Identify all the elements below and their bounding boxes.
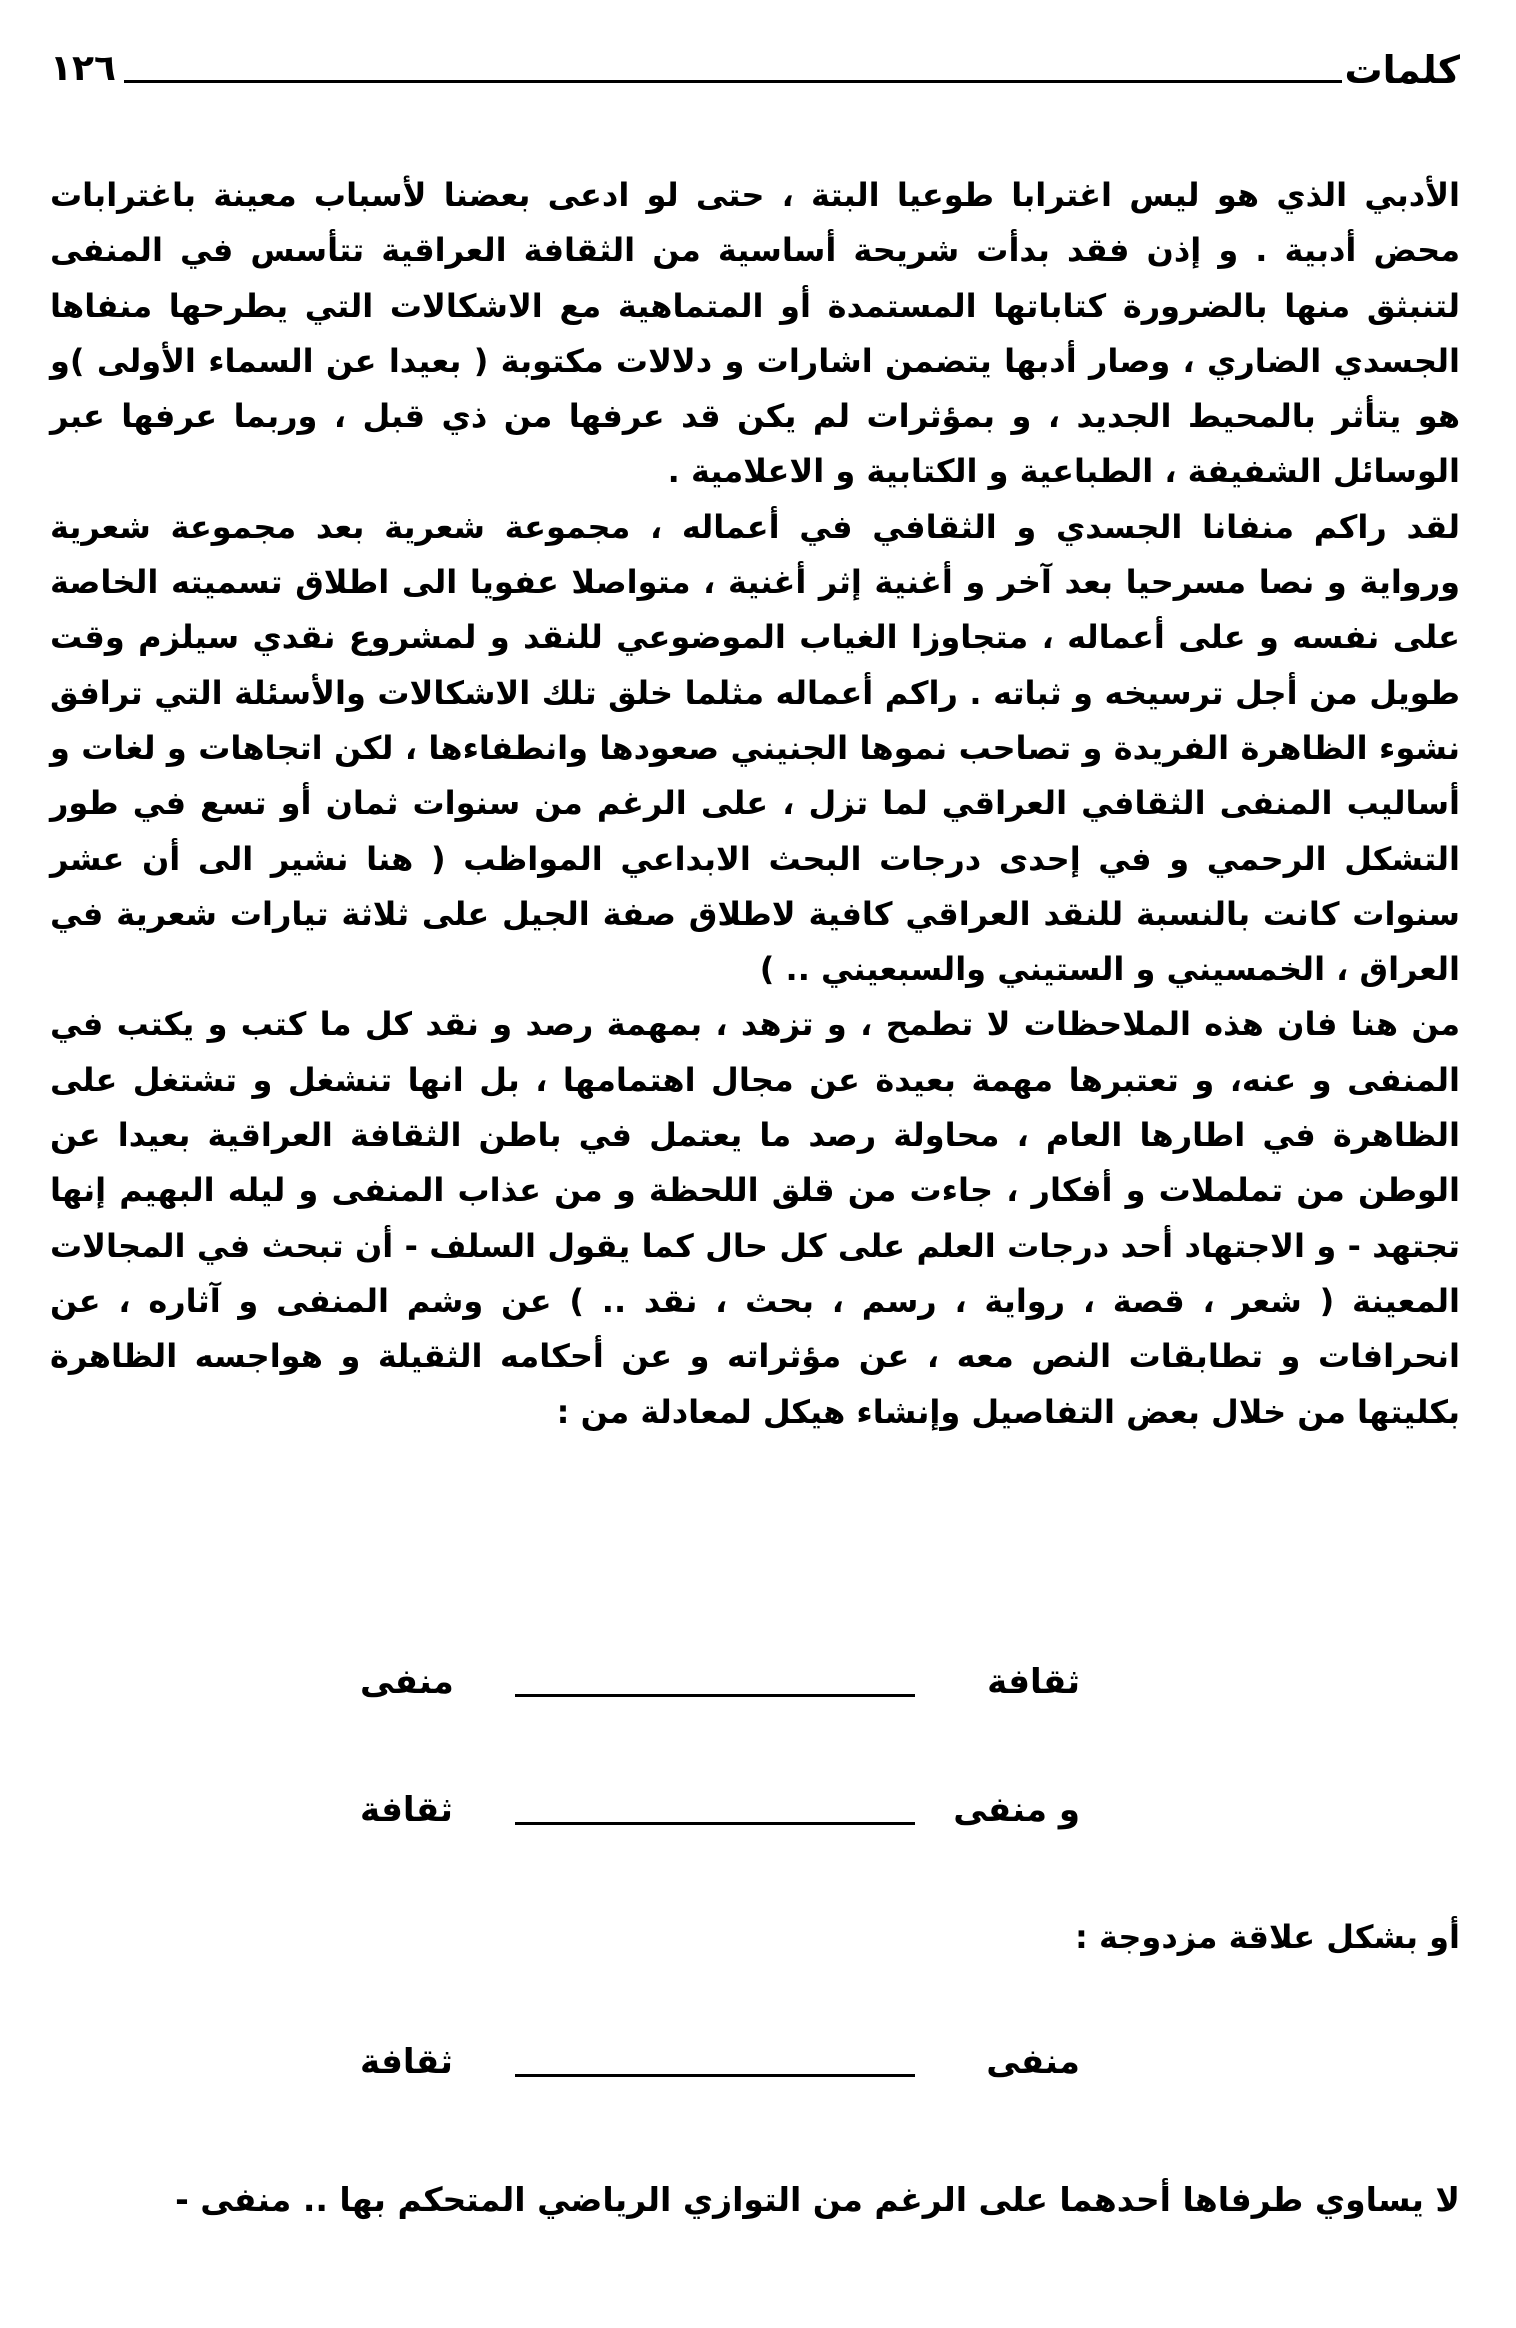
formula-term: ثقافة — [987, 1662, 1080, 1702]
formula-double-relation — [360, 2042, 1080, 2102]
paragraph-3: من هنا فان هذه الملاحظات لا تطمح ، و تزهد ، بمهمة رصد و نقد كل ما كتب و يكتب في المنفى و عنه، و تعتبرها مهمة بعيدة عن مجال اهتمامها ، بل انها تنشغل و تشتغل على الظاهرة في اطارها العام ، محاولة رصد ما يعتمل في باطن الثقافة العراقية بعيدا عن الوطن من تململات و أفكار ، جاءت من قلق اللحظة و من عذاب المنفى و ليله البهيم إنها تجتهد - و الاجتهاد أحد درجات العلم على كل حال كما يقول السلف - أن تبحث في المجالات المعينة ( شعر ، قصة ، رواية ، رسم ، بحث ، نقد .. ) عن وشم المنفى و آثاره ، عن انحرافات و تطابقات النص معه ، عن مؤثراته و عن أحكامه الثقيلة و هواجسه الظاهرة بكليتها من خلال بعض التفاصيل وإنشاء هيكل لمعادلة من : — [50, 1005, 1460, 1431]
paragraph-1: الأدبي الذي هو ليس اغترابا طوعيا البتة ، حتى لو ادعى بعضنا لأسباب معينة باغترابات محض أدبية . و إذن فقد بدأت شريحة أساسية من الثقافة العراقية تتأسس في المنفى لتنبثق منها بالضرورة كتاباتها المستمدة أو المتماهية مع الاشكالات التي يطرحها منفاها الجسدي الضاري ، وصار أدبها يتضمن اشارات و دلالات مكتوبة ( بعيدا عن السماء الأولى )و هو يتأثر بالمحيط الجديد ، و بمؤثرات لم يكن قد عرفها من ذي قبل ، وربما عرفها عبر الوسائل الشفيفة ، الطباعية و الكتابية و الاعلامية . — [50, 176, 1460, 491]
paragraph-2: لقد راكم منفانا الجسدي و الثقافي في أعماله ، مجموعة شعرية بعد مجموعة شعرية ورواية و نصا مسرحيا بعد آخر و أغنية إثر أغنية ، متواصلا عفويا الى اطلاق تسميته الخاصة على نفسه و على أعماله ، متجاوزا الغياب الموضوعي للنقد و لمشروع نقدي سيلزم وقت طويل من أجل ترسيخه و ثباته . راكم أعماله مثلما خلق تلك الاشكالات والأسئلة التي ترافق نشوء الظاهرة الفريدة و تصاحب نموها الجنيني صعودها وانطفاءها ، لكن اتجاهات و لغات و أساليب المنفى الثقافي العراقي لما تزل ، على الرغم من سنوات ثمان أو تسع في طور التشكل الرحمي و في إحدى درجات البحث الابداعي المواظب ( هنا نشير الى أن عشر سنوات كانت بالنسبة للنقد العراقي كافية لاطلاق صفة الجيل على ثلاثة تيارات شعرية في العراق ، الخمسيني و الستيني والسبعيني .. ) — [50, 507, 1460, 989]
header-rule — [124, 80, 1342, 83]
formula-connector-line — [515, 2074, 915, 2077]
closing-line: لا يساوي طرفاها أحدهما على الرغم من التوازي الرياضي المتحكم بها .. منفى - — [175, 2180, 1460, 2219]
formula-exile-culture — [360, 1790, 1080, 1850]
formula-culture-exile — [360, 1662, 1080, 1722]
header-title: كلمات — [1344, 48, 1460, 92]
formula-term: منفى — [360, 1662, 454, 1702]
body-text — [50, 168, 1460, 1440]
formula-connector-line — [515, 1822, 915, 1825]
formula-term: ثقافة — [360, 1790, 453, 1830]
running-head — [50, 44, 1460, 104]
formula-term: و منفى — [953, 1790, 1080, 1830]
formula-term: ثقافة — [360, 2042, 453, 2082]
double-relation-label: أو بشكل علاقة مزدوجة : — [1075, 1918, 1460, 1956]
formula-term: منفى — [986, 2042, 1080, 2082]
formula-connector-line — [515, 1694, 915, 1697]
page-number: ١٢٦ — [50, 48, 116, 89]
